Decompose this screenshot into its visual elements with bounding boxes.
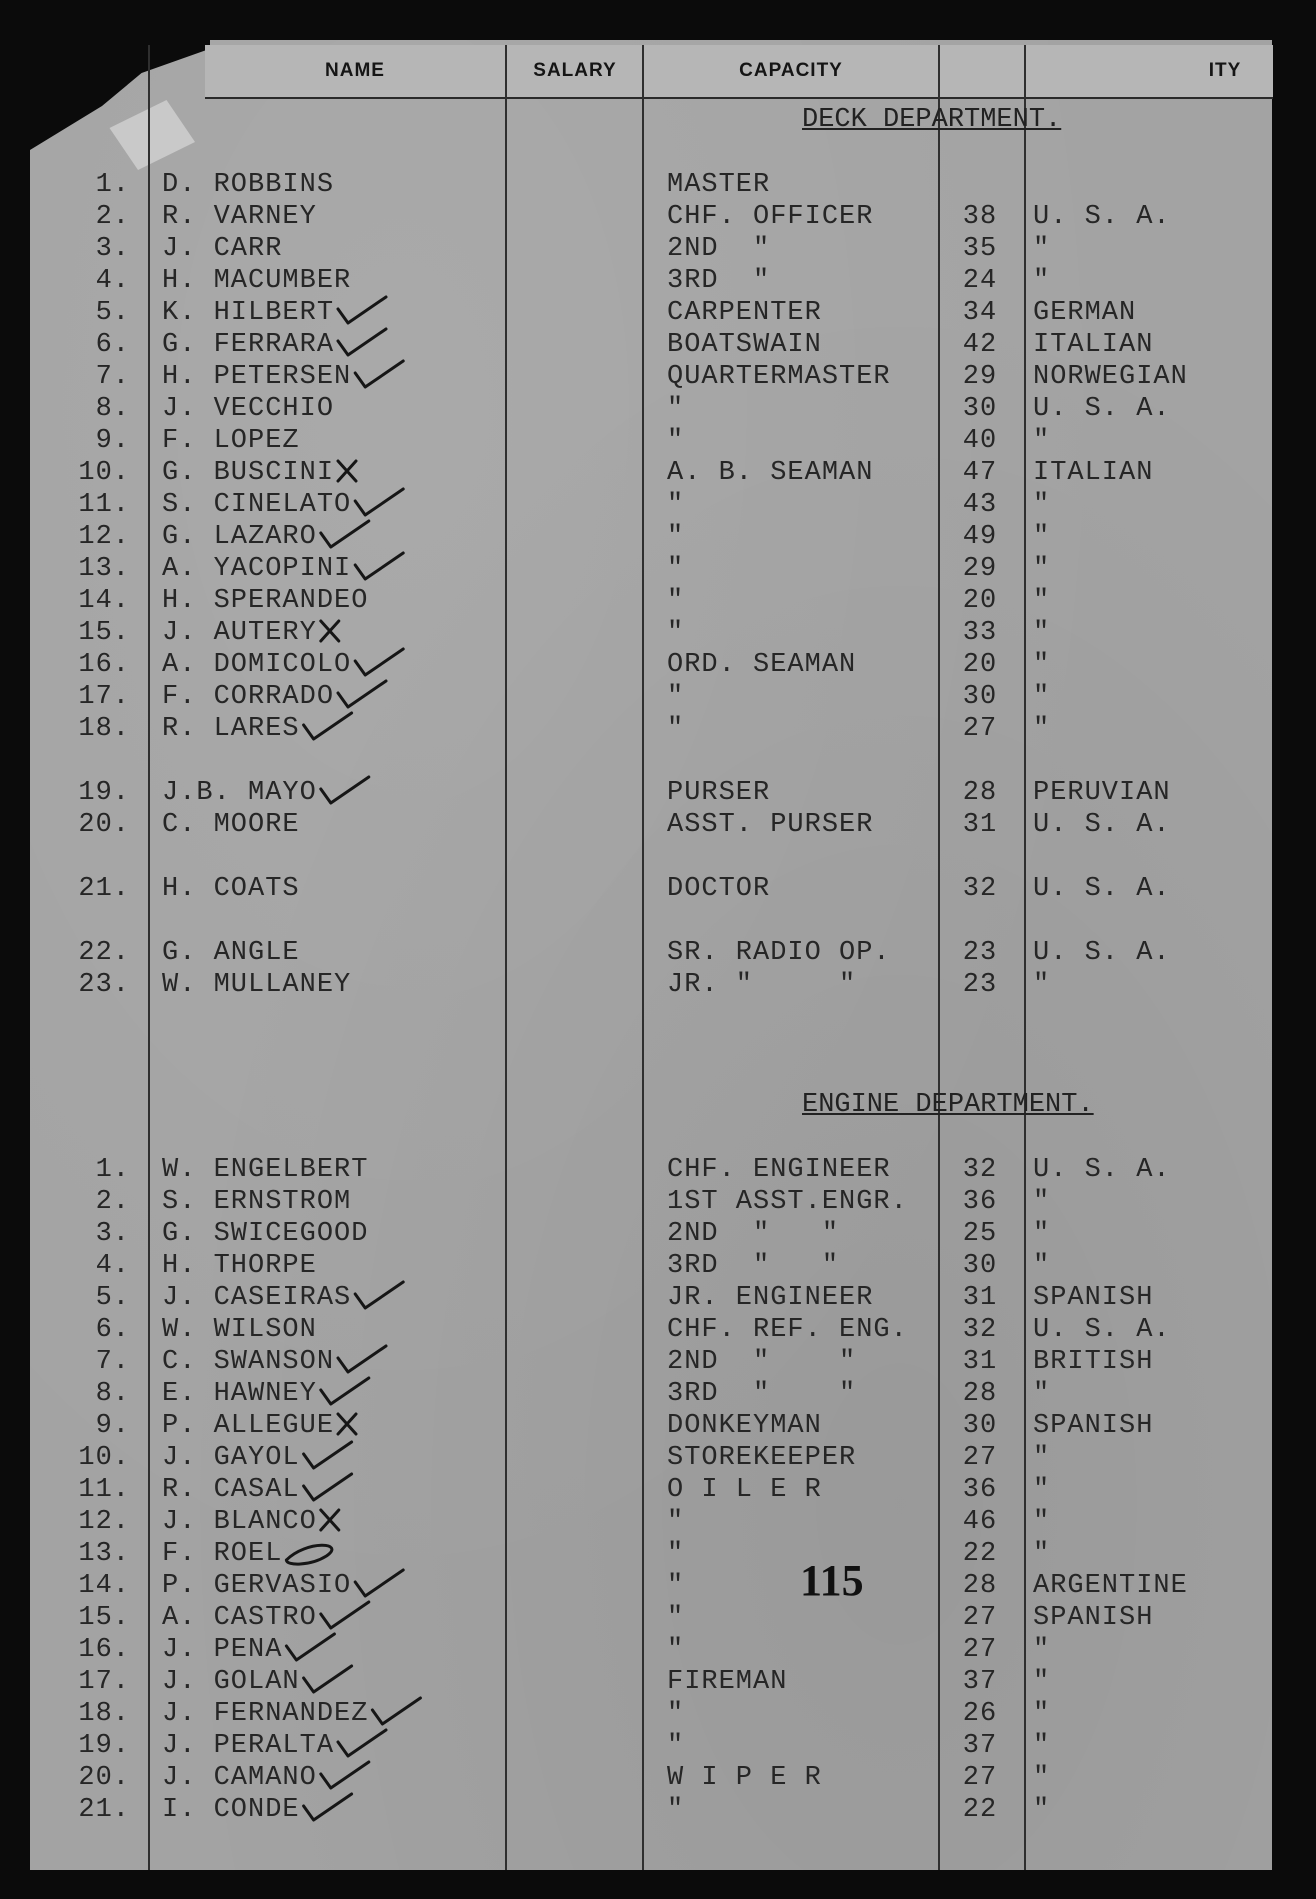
deck-row-21-nationality: U. S. A. [1033, 874, 1171, 904]
deck-row-2-nationality: U. S. A. [1033, 202, 1171, 232]
hand-mark-check-engine-14 [355, 1570, 403, 1596]
engine-row-18-nationality: " [1033, 1699, 1051, 1729]
deck-row-7-capacity: QUARTERMASTER [667, 362, 891, 392]
deck-row-6-age: 42 [962, 330, 998, 360]
hand-mark-check-engine-8 [321, 1378, 369, 1404]
engine-row-1-nationality: U. S. A. [1033, 1155, 1171, 1185]
engine-row-13-num: 13. [78, 1539, 130, 1569]
engine-row-15-name: A. CASTRO [162, 1603, 317, 1633]
deck-row-18-num: 18. [78, 714, 130, 744]
deck-row-7-name: H. PETERSEN [162, 362, 352, 392]
deck-row-15-name: J. AUTERY [162, 618, 317, 648]
deck-row-16-num: 16. [78, 650, 130, 680]
deck-row-5-num: 5. [95, 298, 130, 328]
engine-row-3-capacity: 2ND " " [667, 1219, 840, 1249]
deck-row-13-name: A. YACOPINI [162, 554, 352, 584]
hand-mark-check-engine-7 [338, 1346, 386, 1372]
deck-row-16-name: A. DOMICOLO [162, 650, 352, 680]
deck-row-22-nationality: U. S. A. [1033, 938, 1171, 968]
hand-mark-x-engine-9 [338, 1414, 356, 1434]
deck-row-6-nationality: ITALIAN [1033, 330, 1154, 360]
engine-row-21-age: 22 [962, 1795, 998, 1825]
deck-row-6-capacity: BOATSWAIN [667, 330, 822, 360]
engine-row-7-name: C. SWANSON [162, 1347, 335, 1377]
engine-row-4-name: H. THORPE [162, 1251, 317, 1281]
engine-row-14-nationality: ARGENTINE [1033, 1571, 1188, 1601]
engine-row-19-nationality: " [1033, 1731, 1051, 1761]
engine-row-5-nationality: SPANISH [1033, 1283, 1154, 1313]
deck-row-8-nationality: U. S. A. [1033, 394, 1171, 424]
deck-row-14-nationality: " [1033, 586, 1051, 616]
deck-row-16-capacity: ORD. SEAMAN [667, 650, 857, 680]
deck-row-6-num: 6. [95, 330, 130, 360]
deck-row-18-capacity: " [667, 714, 685, 744]
engine-row-3-nationality: " [1033, 1219, 1051, 1249]
engine-row-11-num: 11. [78, 1475, 130, 1505]
deck-row-9-nationality: " [1033, 426, 1051, 456]
engine-row-14-num: 14. [78, 1571, 130, 1601]
engine-row-16-name: J. PENA [162, 1635, 283, 1665]
engine-row-8-name: E. HAWNEY [162, 1379, 317, 1409]
engine-row-10-num: 10. [78, 1443, 130, 1473]
hand-mark-x-deck-10 [338, 461, 356, 481]
hand-mark-check-engine-21 [304, 1794, 352, 1820]
deck-row-14-age: 20 [962, 586, 998, 616]
engine-row-10-nationality: " [1033, 1443, 1051, 1473]
deck-row-8-age: 30 [962, 394, 998, 424]
deck-row-20-nationality: U. S. A. [1033, 810, 1171, 840]
hand-mark-loop-engine-13 [286, 1545, 331, 1564]
engine-row-14-name: P. GERVASIO [162, 1571, 352, 1601]
deck-row-3-nationality: " [1033, 234, 1051, 264]
engine-row-10-age: 27 [962, 1443, 998, 1473]
hand-mark-check-deck-17 [338, 681, 386, 707]
hand-mark-check-deck-16 [355, 649, 403, 675]
engine-row-12-num: 12. [78, 1507, 130, 1537]
hand-mark-check-engine-16 [286, 1634, 334, 1660]
engine-row-17-age: 37 [962, 1667, 998, 1697]
deck-row-2-capacity: CHF. OFFICER [667, 202, 874, 232]
hand-mark-check-engine-5 [355, 1282, 403, 1308]
engine-row-20-name: J. CAMANO [162, 1763, 317, 1793]
hand-mark-x-deck-15 [321, 621, 339, 641]
engine-row-2-capacity: 1ST ASST.ENGR. [667, 1187, 908, 1217]
deck-row-21-capacity: DOCTOR [667, 874, 771, 904]
engine-row-4-nationality: " [1033, 1251, 1051, 1281]
engine-row-17-nationality: " [1033, 1667, 1051, 1697]
deck-row-19-nationality: PERUVIAN [1033, 778, 1171, 808]
engine-row-1-age: 32 [962, 1155, 998, 1185]
engine-row-11-age: 36 [962, 1475, 998, 1505]
deck-row-12-age: 49 [962, 522, 998, 552]
engine-row-19-capacity: " [667, 1731, 685, 1761]
deck-row-7-nationality: NORWEGIAN [1033, 362, 1188, 392]
deck-row-4-nationality: " [1033, 266, 1051, 296]
engine-row-1-num: 1. [95, 1155, 130, 1185]
engine-row-7-nationality: BRITISH [1033, 1347, 1154, 1377]
deck-row-5-capacity: CARPENTER [667, 298, 822, 328]
deck-row-7-age: 29 [962, 362, 998, 392]
deck-row-6-name: G. FERRARA [162, 330, 335, 360]
engine-row-15-age: 27 [962, 1603, 998, 1633]
engine-row-3-num: 3. [95, 1219, 130, 1249]
engine-row-4-num: 4. [95, 1251, 130, 1281]
engine-row-9-nationality: SPANISH [1033, 1411, 1154, 1441]
deck-row-20-capacity: ASST. PURSER [667, 810, 874, 840]
engine-row-7-age: 31 [962, 1347, 998, 1377]
engine-row-12-nationality: " [1033, 1507, 1051, 1537]
deck-row-1-capacity: MASTER [667, 170, 771, 200]
engine-row-18-age: 26 [962, 1699, 998, 1729]
hand-mark-check-deck-6 [338, 329, 386, 355]
deck-row-1-num: 1. [95, 170, 130, 200]
engine-row-13-name: F. ROEL [162, 1539, 283, 1569]
deck-row-2-age: 38 [962, 202, 998, 232]
engine-row-21-num: 21. [78, 1795, 130, 1825]
engine-row-2-age: 36 [962, 1187, 998, 1217]
engine-row-9-name: P. ALLEGUE [162, 1411, 335, 1441]
hand-mark-check-engine-20 [321, 1762, 369, 1788]
deck-row-19-age: 28 [962, 778, 998, 808]
deck-row-16-age: 20 [962, 650, 998, 680]
deck-row-14-name: H. SPERANDEO [162, 586, 369, 616]
header-nationality-partial: ITY [1208, 60, 1242, 81]
deck-row-12-nationality: " [1033, 522, 1051, 552]
deck-row-3-capacity: 2ND " [667, 234, 771, 264]
deck-row-13-num: 13. [78, 554, 130, 584]
engine-row-10-capacity: STOREKEEPER [667, 1443, 857, 1473]
engine-row-7-num: 7. [95, 1347, 130, 1377]
engine-row-2-num: 2. [95, 1187, 130, 1217]
deck-row-21-num: 21. [78, 874, 130, 904]
engine-row-10-name: J. GAYOL [162, 1443, 300, 1473]
engine-row-3-age: 25 [962, 1219, 998, 1249]
hand-mark-check-deck-11 [355, 489, 403, 515]
engine-row-16-num: 16. [78, 1635, 130, 1665]
deck-row-23-capacity: JR. " " [667, 970, 857, 1000]
engine-row-8-nationality: " [1033, 1379, 1051, 1409]
hand-mark-check-deck-7 [355, 361, 403, 387]
engine-row-17-name: J. GOLAN [162, 1667, 300, 1697]
deck-row-18-name: R. LARES [162, 714, 300, 744]
deck-row-4-age: 24 [962, 266, 998, 296]
engine-row-4-capacity: 3RD " " [667, 1251, 840, 1281]
deck-row-20-age: 31 [962, 810, 998, 840]
deck-row-17-nationality: " [1033, 682, 1051, 712]
deck-row-12-num: 12. [78, 522, 130, 552]
deck-row-16-nationality: " [1033, 650, 1051, 680]
engine-row-11-capacity: O I L E R [667, 1475, 822, 1505]
engine-row-2-nationality: " [1033, 1187, 1051, 1217]
engine-row-2-name: S. ERNSTROM [162, 1187, 352, 1217]
deck-row-22-name: G. ANGLE [162, 938, 300, 968]
engine-row-7-capacity: 2ND " " [667, 1347, 857, 1377]
deck-row-2-name: R. VARNEY [162, 202, 317, 232]
deck-row-22-capacity: SR. RADIO OP. [667, 938, 891, 968]
page-number: 115 [800, 1556, 864, 1605]
deck-row-23-num: 23. [78, 970, 130, 1000]
engine-department-heading: ENGINE DEPARTMENT. [802, 1090, 1094, 1120]
hand-mark-check-engine-15 [321, 1602, 369, 1628]
deck-row-23-age: 23 [962, 970, 998, 1000]
deck-row-3-num: 3. [95, 234, 130, 264]
deck-row-7-num: 7. [95, 362, 130, 392]
engine-row-1-capacity: CHF. ENGINEER [667, 1155, 891, 1185]
hand-mark-check-engine-18 [372, 1698, 420, 1724]
engine-row-4-age: 30 [962, 1251, 998, 1281]
deck-row-17-name: F. CORRADO [162, 682, 335, 712]
deck-row-12-name: G. LAZARO [162, 522, 317, 552]
engine-row-21-name: I. CONDE [162, 1795, 300, 1825]
engine-row-9-age: 30 [962, 1411, 998, 1441]
deck-row-15-age: 33 [962, 618, 998, 648]
engine-row-20-age: 27 [962, 1763, 998, 1793]
deck-row-19-name: J.B. MAYO [162, 778, 317, 808]
deck-row-9-capacity: " [667, 426, 685, 456]
engine-row-16-nationality: " [1033, 1635, 1051, 1665]
deck-row-23-nationality: " [1033, 970, 1051, 1000]
hand-mark-check-deck-5 [338, 297, 386, 323]
engine-row-13-capacity: " [667, 1539, 685, 1569]
engine-row-1-name: W. ENGELBERT [162, 1155, 369, 1185]
deck-row-14-num: 14. [78, 586, 130, 616]
hand-mark-check-deck-13 [355, 553, 403, 579]
engine-row-20-num: 20. [78, 1763, 130, 1793]
deck-row-20-num: 20. [78, 810, 130, 840]
deck-row-11-age: 43 [962, 490, 998, 520]
engine-row-5-num: 5. [95, 1283, 130, 1313]
deck-department-heading: DECK DEPARTMENT. [802, 105, 1062, 135]
engine-row-6-capacity: CHF. REF. ENG. [667, 1315, 908, 1345]
deck-row-10-capacity: A. B. SEAMAN [667, 458, 874, 488]
deck-row-13-capacity: " [667, 554, 685, 584]
deck-row-13-nationality: " [1033, 554, 1051, 584]
engine-row-17-num: 17. [78, 1667, 130, 1697]
hand-mark-check-engine-10 [304, 1442, 352, 1468]
deck-row-10-name: G. BUSCINI [162, 458, 335, 488]
engine-row-16-age: 27 [962, 1635, 998, 1665]
deck-row-19-num: 19. [78, 778, 130, 808]
engine-row-11-nationality: " [1033, 1475, 1051, 1505]
header-name: NAME [325, 60, 385, 81]
engine-row-5-name: J. CASEIRAS [162, 1283, 352, 1313]
engine-row-21-capacity: " [667, 1795, 685, 1825]
engine-row-18-name: J. FERNANDEZ [162, 1699, 369, 1729]
deck-row-14-capacity: " [667, 586, 685, 616]
deck-row-11-num: 11. [78, 490, 130, 520]
engine-row-19-name: J. PERALTA [162, 1731, 335, 1761]
engine-row-8-age: 28 [962, 1379, 998, 1409]
engine-row-14-capacity: " [667, 1571, 685, 1601]
hand-mark-check-engine-19 [338, 1730, 386, 1756]
deck-row-10-age: 47 [962, 458, 998, 488]
deck-row-5-nationality: GERMAN [1033, 298, 1137, 328]
engine-row-13-nationality: " [1033, 1539, 1051, 1569]
engine-row-20-nationality: " [1033, 1763, 1051, 1793]
hand-mark-check-deck-18 [304, 713, 352, 739]
deck-row-9-age: 40 [962, 426, 998, 456]
engine-row-13-age: 22 [962, 1539, 998, 1569]
engine-row-12-age: 46 [962, 1507, 998, 1537]
engine-row-9-capacity: DONKEYMAN [667, 1411, 822, 1441]
deck-row-5-age: 34 [962, 298, 998, 328]
engine-row-18-capacity: " [667, 1699, 685, 1729]
deck-row-19-capacity: PURSER [667, 778, 771, 808]
engine-row-12-name: J. BLANCO [162, 1507, 317, 1537]
deck-row-15-num: 15. [78, 618, 130, 648]
hand-mark-check-deck-12 [321, 521, 369, 547]
engine-row-15-nationality: SPANISH [1033, 1603, 1154, 1633]
deck-row-4-name: H. MACUMBER [162, 266, 352, 296]
deck-row-10-num: 10. [78, 458, 130, 488]
engine-row-8-num: 8. [95, 1379, 130, 1409]
engine-row-9-num: 9. [95, 1411, 130, 1441]
engine-row-6-name: W. WILSON [162, 1315, 317, 1345]
engine-row-19-age: 37 [962, 1731, 998, 1761]
header-salary: SALARY [533, 60, 617, 81]
deck-row-21-age: 32 [962, 874, 998, 904]
engine-row-15-num: 15. [78, 1603, 130, 1633]
engine-row-21-nationality: " [1033, 1795, 1051, 1825]
deck-row-17-age: 30 [962, 682, 998, 712]
deck-row-2-num: 2. [95, 202, 130, 232]
deck-row-18-nationality: " [1033, 714, 1051, 744]
deck-row-9-num: 9. [95, 426, 130, 456]
deck-row-17-num: 17. [78, 682, 130, 712]
deck-row-13-age: 29 [962, 554, 998, 584]
engine-row-15-capacity: " [667, 1603, 685, 1633]
hand-mark-check-deck-19 [321, 777, 369, 803]
engine-row-20-capacity: W I P E R [667, 1763, 822, 1793]
deck-row-4-capacity: 3RD " [667, 266, 771, 296]
deck-row-8-name: J. VECCHIO [162, 394, 335, 424]
deck-row-8-capacity: " [667, 394, 685, 424]
deck-row-22-age: 23 [962, 938, 998, 968]
deck-row-23-name: W. MULLANEY [162, 970, 352, 1000]
engine-row-6-num: 6. [95, 1315, 130, 1345]
engine-row-17-capacity: FIREMAN [667, 1667, 788, 1697]
engine-row-14-age: 28 [962, 1571, 998, 1601]
deck-row-4-num: 4. [95, 266, 130, 296]
deck-row-15-capacity: " [667, 618, 685, 648]
hand-mark-check-engine-17 [304, 1666, 352, 1692]
deck-row-11-nationality: " [1033, 490, 1051, 520]
engine-row-12-capacity: " [667, 1507, 685, 1537]
deck-row-11-name: S. CINELATO [162, 490, 352, 520]
engine-row-6-nationality: U. S. A. [1033, 1315, 1171, 1345]
engine-row-11-name: R. CASAL [162, 1475, 300, 1505]
engine-row-3-name: G. SWICEGOOD [162, 1219, 369, 1249]
engine-row-6-age: 32 [962, 1315, 998, 1345]
engine-row-8-capacity: 3RD " " [667, 1379, 857, 1409]
engine-row-18-num: 18. [78, 1699, 130, 1729]
deck-row-1-name: D. ROBBINS [162, 170, 335, 200]
deck-row-3-age: 35 [962, 234, 998, 264]
engine-row-19-num: 19. [78, 1731, 130, 1761]
header-capacity: CAPACITY [739, 60, 843, 81]
deck-row-5-name: K. HILBERT [162, 298, 335, 328]
deck-row-10-nationality: ITALIAN [1033, 458, 1154, 488]
deck-row-3-name: J. CARR [162, 234, 283, 264]
deck-row-11-capacity: " [667, 490, 685, 520]
deck-row-15-nationality: " [1033, 618, 1051, 648]
deck-row-8-num: 8. [95, 394, 130, 424]
deck-row-12-capacity: " [667, 522, 685, 552]
engine-row-16-capacity: " [667, 1635, 685, 1665]
deck-row-9-name: F. LOPEZ [162, 426, 300, 456]
engine-row-5-age: 31 [962, 1283, 998, 1313]
deck-row-18-age: 27 [962, 714, 998, 744]
hand-mark-x-engine-12 [321, 1510, 339, 1530]
deck-row-20-name: C. MOORE [162, 810, 300, 840]
deck-row-21-name: H. COATS [162, 874, 300, 904]
engine-row-5-capacity: JR. ENGINEER [667, 1283, 874, 1313]
deck-row-17-capacity: " [667, 682, 685, 712]
deck-row-22-num: 22. [78, 938, 130, 968]
hand-mark-check-engine-11 [304, 1474, 352, 1500]
